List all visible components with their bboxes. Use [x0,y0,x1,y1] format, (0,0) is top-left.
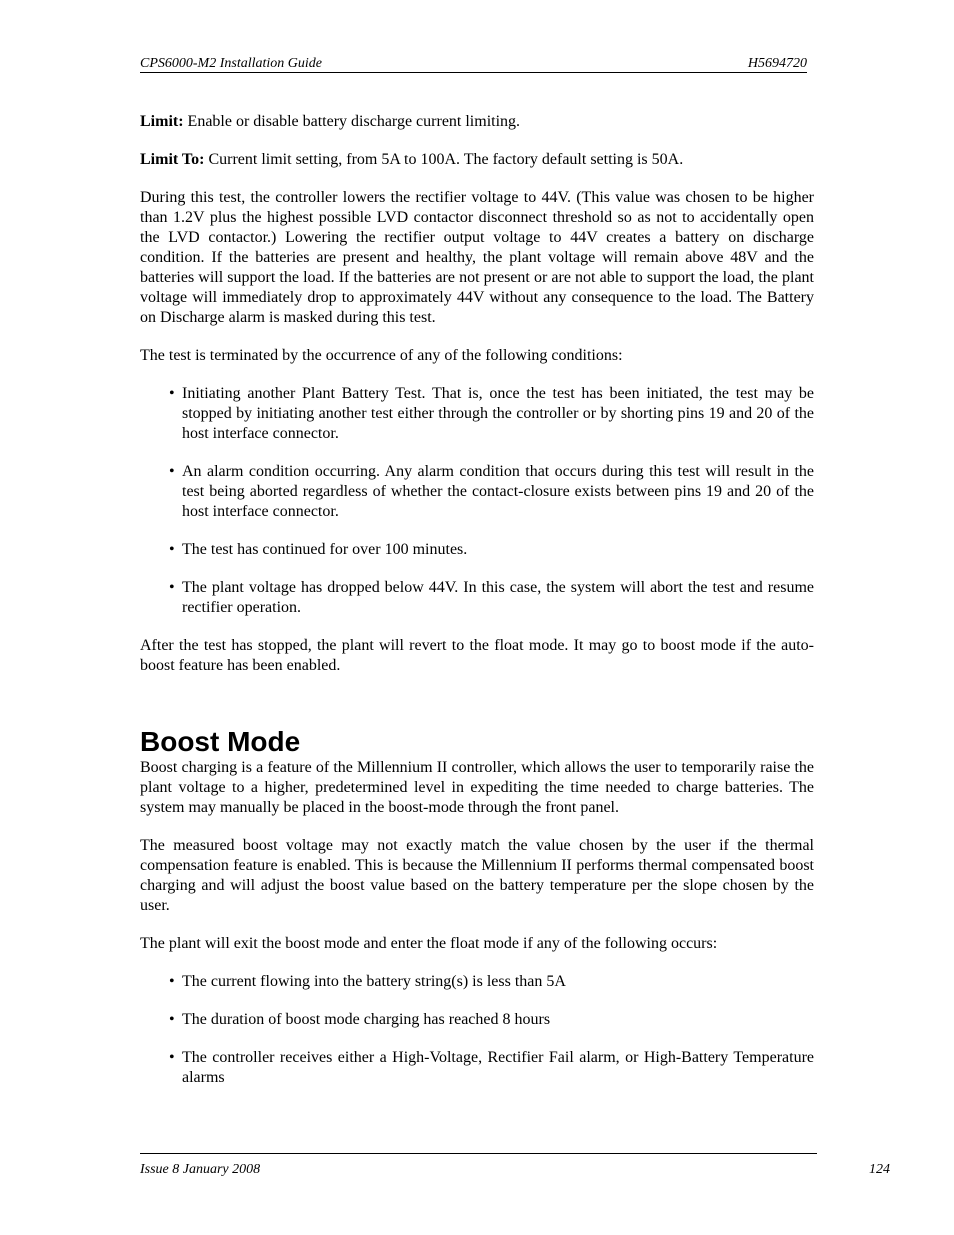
list-item: • The controller receives either a High-Voltage, Rectifier Fail alarm, or High-Battery Temperature alarms [169,1049,814,1086]
during-test-paragraph: During this test, the controller lowers the rectifier voltage to 44V. (This value was chosen to be higher than 1.2V plus the highest possible LVD contactor disconnect threshold so as not to accidentally open the LVD contactor.) Lowering the rectifier output voltage to 44V creates a battery on discharge condition. If the batteries are present and healthy, the plant voltage will remain above 48V and the batteries will support the load. If the batteries are not present or are not able to support the load, the plant voltage will immediately drop to approximately 44V without any consequence to the load. The Battery on Discharge alarm is masked during this test. [140,189,814,326]
list-item: • An alarm condition occurring. Any alarm condition that occurs during this test will result in the test being aborted regardless of whether the contact-closure exists between pins 19 and 20 of the host interface connector. [169,463,814,520]
bullet-icon: • [169,385,175,402]
page-body [140,112,814,1088]
list-item: • Initiating another Plant Battery Test. That is, once the test has been initiated, the test may be stopped by initiating another test either through the controller or by shorting pins 19 and 20 of the host interface connector. [169,385,814,442]
limit-text: Enable or disable battery discharge current limiting. [183,113,521,130]
boost-exit-conditions-list [140,972,814,1088]
list-item: • The test has continued for over 100 minutes. [169,541,468,558]
footer-issue-date: Issue 8 January 2008 [140,1162,261,1177]
bullet-icon: • [169,1011,175,1028]
bullet-icon: • [169,463,175,480]
page-header [140,56,807,73]
header-doc-title: CPS6000-M2 Installation Guide [140,56,322,71]
page-footer [140,1153,890,1177]
limit-label: Limit: [140,113,184,130]
limit-to-label: Limit To: [140,151,205,168]
bullet-icon: • [169,579,175,596]
boost-intro-paragraph: Boost charging is a feature of the Millennium II controller, which allows the user to temporarily raise the plant voltage to a higher, predetermined level in expediting the time needed to charge batteries. The system may manually be placed in the boost-mode through the front panel. [140,759,814,816]
bullet-icon: • [169,541,175,558]
boost-voltage-paragraph: The measured boost voltage may not exactly match the value chosen by the user if the thermal compensation feature is enabled. This is because the Millennium II performs thermal compensated boost charging and will adjust the boost value based on the battery temperature per the slope chosen by the user. [140,837,814,914]
list-item: • The duration of boost mode charging has reached 8 hours [169,1011,551,1028]
list-item: • The plant voltage has dropped below 44V. In this case, the system will abort the test and resume rectifier operation. [169,579,814,616]
header-doc-number: H5694720 [747,56,807,71]
limit-to-text: Current limit setting, from 5A to 100A. The factory default setting is 50A. [204,151,684,168]
boost-mode-heading: Boost Mode [140,726,301,757]
terminated-intro-paragraph: The test is terminated by the occurrence of any of the following conditions: [140,347,623,364]
termination-conditions-list [140,384,814,618]
page-number: 124 [869,1162,890,1177]
boost-exit-intro-paragraph: The plant will exit the boost mode and enter the float mode if any of the following occurs: [140,935,718,952]
list-item: • The current flowing into the battery string(s) is less than 5A [169,973,566,990]
limit-paragraph [140,112,814,132]
bullet-icon: • [169,1049,175,1066]
bullet-icon: • [169,973,175,990]
after-test-paragraph: After the test has stopped, the plant will revert to the float mode. It may go to boost mode if the auto-boost feature has been enabled. [140,637,814,674]
limit-to-paragraph [140,150,814,170]
